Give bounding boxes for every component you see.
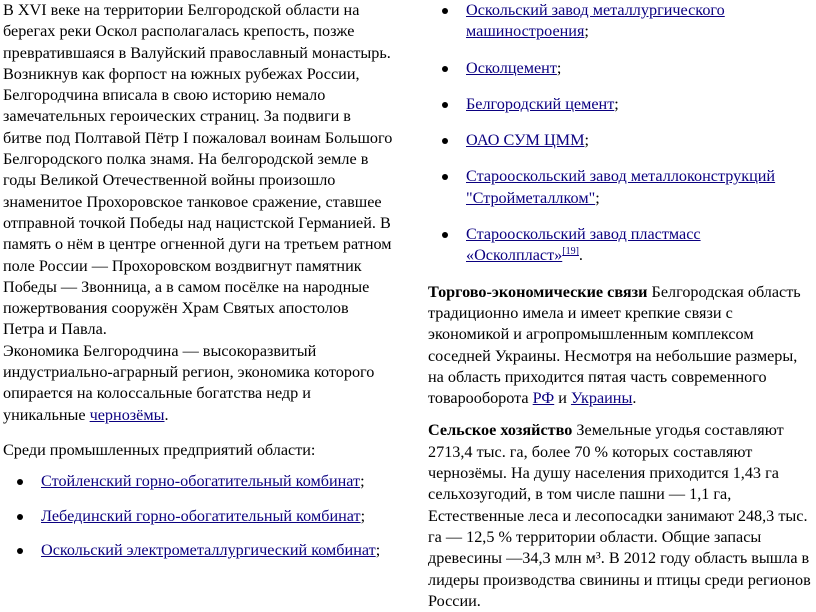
enterprise-link[interactable]: Старооскольский завод пластмасс «Осколпласт» [466, 225, 701, 265]
enterprise-link[interactable]: Стойленский горно-обогатительный комбинат [41, 472, 361, 491]
list-item [428, 58, 813, 79]
agriculture-paragraph [428, 420, 813, 612]
list-item [428, 166, 813, 209]
right-column [428, 0, 813, 612]
economy-end: . [164, 405, 169, 424]
list-item [3, 540, 393, 561]
rf-link[interactable]: РФ [532, 389, 555, 408]
item-suffix: ; [584, 131, 589, 150]
list-item [3, 506, 393, 527]
item-suffix: . [578, 246, 583, 265]
industry-list-left [3, 471, 393, 561]
enterprise-link[interactable]: Оскольский завод металлургического машиностроения [466, 1, 725, 41]
item-suffix: ; [584, 22, 589, 41]
enterprise-link[interactable]: Лебединский горно-обогатительный комбинат [41, 506, 361, 525]
agriculture-heading: Сельское хозяйство [428, 421, 573, 440]
left-column [3, 0, 393, 574]
list-item [3, 471, 393, 492]
list-item [428, 130, 813, 151]
chernozem-link[interactable]: чернозёмы [89, 405, 165, 424]
list-item [428, 224, 813, 267]
economy-text: Экономика Белгородчина — высокоразвитый индустриально-аграрный регион, экономика которого опирается на колоссальные богатства недр и уникальные [3, 341, 375, 424]
industry-intro: Среди промышленных предприятий области: [3, 440, 316, 459]
enterprise-link[interactable]: ОАО СУМ ЦММ [466, 131, 585, 150]
list-item [428, 94, 813, 115]
enterprise-link[interactable]: Белгородский цемент [466, 94, 615, 113]
item-suffix: ; [595, 188, 600, 207]
enterprise-link[interactable]: Осколцемент [466, 58, 557, 77]
item-suffix: ; [360, 472, 365, 491]
ukraine-link[interactable]: Украины [570, 389, 633, 408]
economy-paragraph [3, 341, 393, 426]
trade-paragraph [428, 282, 813, 410]
item-suffix: ; [614, 94, 619, 113]
trade-conjunction: и [554, 389, 571, 408]
footnote-link[interactable]: [19] [562, 246, 579, 258]
agriculture-text: Земельные угодья составляют 2713,4 тыс. га, более 70 % которых составляют чернозёмы. На душу населения приходится 1,43 га сельхозугодий, в том числе пашни — 1,1 га, Естественные леса и лесопосадки занимают 248,3 тыс. га — 12,5 % территории области. Общие запасы древесины —34,3 млн м³. В 2012 году область вышла в лидеры производства свинины и птицы среди регионов России. [428, 421, 811, 610]
trade-heading: Торгово-экономические связи [428, 282, 648, 301]
item-suffix: ; [375, 540, 381, 559]
list-item [428, 0, 813, 43]
enterprise-link[interactable]: Оскольский электрометаллургический комбинат [41, 540, 376, 559]
enterprise-link[interactable]: Старооскольский завод металлоконструкций "Стройметаллком" [466, 167, 776, 207]
item-suffix: ; [556, 58, 562, 77]
history-paragraph: В XVI веке на территории Белгородской области на берегах реки Оскол располагалась крепость, позже превратившаяся в Валуйский православный монастырь. Возникнув как форпост на южных рубежах России, Белгородчина вписала в свою историю немало замечательных героических страниц. За подвиги в битве под Полтавой Пётр I пожаловал воинам Большого Белгородского полка знамя. На белгородской земле в годы Великой Отечественной войны произошло знаменитое Прохоровское танковое сражение, ставшее отправной точкой Победы над нацистской Германией. В память о нём в центре огненной дуги на третьем ратном поле России — Прохоровском воздвигнут памятник Победы — Звонница, а в самом посёлке на народные пожертвования сооружён Храм Святых апостолов Петра и Павла. [3, 1, 393, 339]
trade-text: Белгородская область традиционно имела и имеет крепкие связи с экономикой и агропромышленным комплексом соседней Украины. Несмотря на небольшие размеры, на область приходится пятая часть современного товарооборота [428, 282, 801, 408]
trade-end: . [632, 389, 637, 408]
item-suffix: ; [360, 506, 366, 525]
industry-list-right [428, 0, 813, 267]
